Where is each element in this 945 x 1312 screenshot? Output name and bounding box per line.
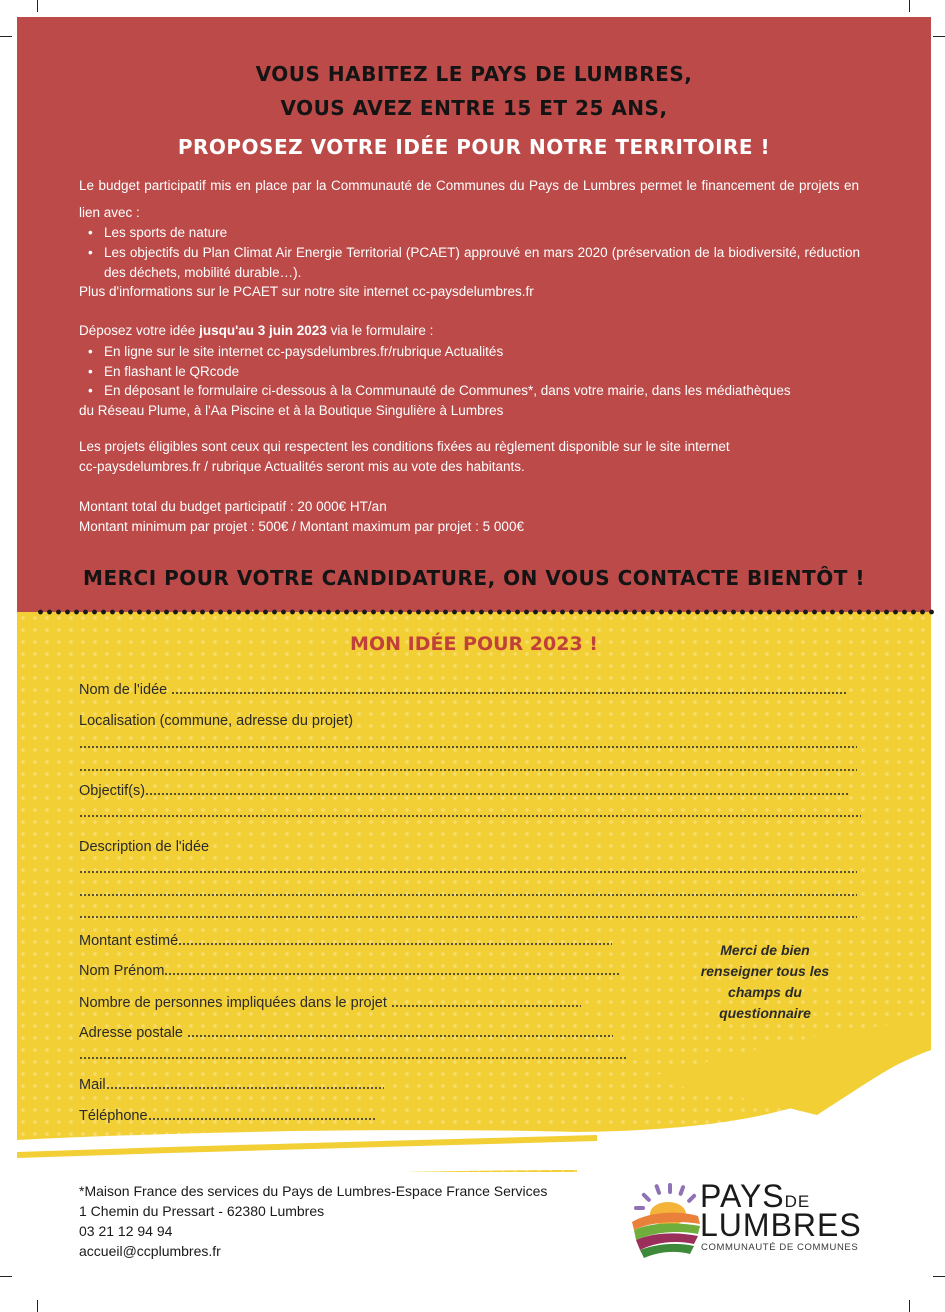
budget-range: Montant minimum par projet : 500€ / Montant maximum par projet : 5 000€ <box>79 519 524 534</box>
location-label: Localisation (commune, adresse du projet) <box>79 713 354 729</box>
website-link[interactable]: cc-paysdelumbres.fr <box>412 284 534 299</box>
crop-mark <box>933 1276 945 1277</box>
address-line[interactable] <box>79 1057 627 1059</box>
wave-decoration <box>17 1020 931 1180</box>
objectives-line[interactable] <box>79 815 861 817</box>
dotted-divider <box>36 608 936 616</box>
footer-phone: 03 21 12 94 94 <box>79 1223 173 1239</box>
logo-word-lumbres: LUMBRES <box>700 1207 862 1243</box>
idea-name-label: Nom de l'idée <box>79 682 168 698</box>
thanks-banner: MERCI POUR VOTRE CANDIDATURE, ON VOUS CONTACTE BIENTÔT ! <box>83 566 865 590</box>
idea-name-field[interactable] <box>79 682 861 698</box>
sun-icon <box>632 1183 700 1258</box>
deposit-bullet: • En flashant le QRcode <box>88 364 240 379</box>
address-field[interactable] <box>79 1025 631 1041</box>
footer-email[interactable]: accueil@ccplumbres.fr <box>79 1243 221 1259</box>
person-field[interactable] <box>79 963 631 979</box>
description-line[interactable] <box>79 871 857 873</box>
headline-line-2: VOUS AVEZ ENTRE 15 ET 25 ANS, <box>280 96 668 120</box>
logo-tagline: COMMUNAUTÉ DE COMMUNES <box>701 1242 859 1253</box>
description-label: Description de l'idée <box>79 839 210 855</box>
description-line[interactable] <box>79 916 857 918</box>
crop-mark <box>933 36 945 37</box>
deposit-bullet: • En déposant le formulaire ci-dessous à la Communauté de Communes*, dans votre mairie, dans les médiathèques <box>88 383 791 398</box>
deadline: jusqu'au 3 juin 2023 <box>199 323 327 338</box>
footer-address <box>79 1181 547 1261</box>
people-count-label: Nombre de personnes impliquées dans le projet <box>79 995 387 1011</box>
logo-word-pays: PAYSDE <box>700 1178 811 1214</box>
intro-bullet: • Les sports de nature <box>88 225 228 240</box>
people-count-field[interactable] <box>79 995 631 1011</box>
address-label: Adresse postale <box>79 1025 183 1041</box>
objectives-label: Objectif(s) <box>79 783 146 799</box>
form-title: MON IDÉE POUR 2023 ! <box>350 633 598 655</box>
amount-field[interactable] <box>79 933 631 949</box>
headline-line-3: PROPOSEZ VOTRE IDÉE POUR NOTRE TERRITOIRE ! <box>177 135 771 159</box>
crop-mark <box>0 1276 12 1277</box>
location-line[interactable] <box>79 746 857 748</box>
crop-mark <box>909 0 910 12</box>
intro-paragraph: Le budget participatif mis en place par la Communauté de Communes du Pays de Lumbres permet le financement de projets en lien avec : <box>79 178 859 220</box>
person-label: Nom Prénom <box>79 963 165 979</box>
phone-field[interactable] <box>79 1108 391 1124</box>
rules-link[interactable]: au règlement <box>475 439 555 454</box>
mail-field[interactable] <box>79 1077 391 1093</box>
phone-label: Téléphone <box>79 1108 148 1124</box>
description-line[interactable] <box>79 894 857 896</box>
footer-line: *Maison France des services du Pays de Lumbres-Espace France Services <box>79 1183 548 1199</box>
headline-line-1: VOUS HABITEZ LE PAYS DE LUMBRES, <box>255 62 693 86</box>
objectives-field[interactable] <box>79 783 863 799</box>
eligibility-text: Les projets éligibles sont ceux qui respectent les conditions fixées au règlement disponible sur le site internet cc-paysdelumbres.fr / rubrique Actualités seront mis au vote des habitants. <box>79 439 730 474</box>
crop-mark <box>909 1300 910 1312</box>
location-line[interactable] <box>79 769 857 771</box>
amount-label: Montant estimé <box>79 933 179 949</box>
deposit-bullet: • En ligne sur le site internet cc-paysdelumbres.fr/rubrique Actualités <box>88 344 504 359</box>
crop-mark <box>0 36 12 37</box>
crop-mark <box>37 1300 38 1312</box>
deposit-continuation: du Réseau Plume, à l'Aa Piscine et à la Boutique Singulière à Lumbres <box>79 403 504 418</box>
side-note: Merci de bien renseigner tous les champs du questionnaire <box>700 942 830 1021</box>
pcaet-info: Plus d'informations sur le PCAET sur notre site internet cc-paysdelumbres.fr <box>79 284 534 299</box>
mail-label: Mail <box>79 1077 106 1093</box>
actualites-link[interactable]: cc-paysdelumbres.fr / rubrique Actualités <box>79 459 323 474</box>
deposit-intro: Déposez votre idée jusqu'au 3 juin 2023 via le formulaire : <box>79 323 434 338</box>
footer-line: 1 Chemin du Pressart - 62380 Lumbres <box>79 1203 325 1219</box>
crop-mark <box>37 0 38 12</box>
intro-bullet: • Les objectifs du Plan Climat Air Energie Territorial (PCAET) approuvé en mars 2020 (préservation de la biodiversité, réduction des déchets, mobilité durable…). <box>88 245 860 280</box>
budget-total: Montant total du budget participatif : 20 000€ HT/an <box>79 499 387 514</box>
